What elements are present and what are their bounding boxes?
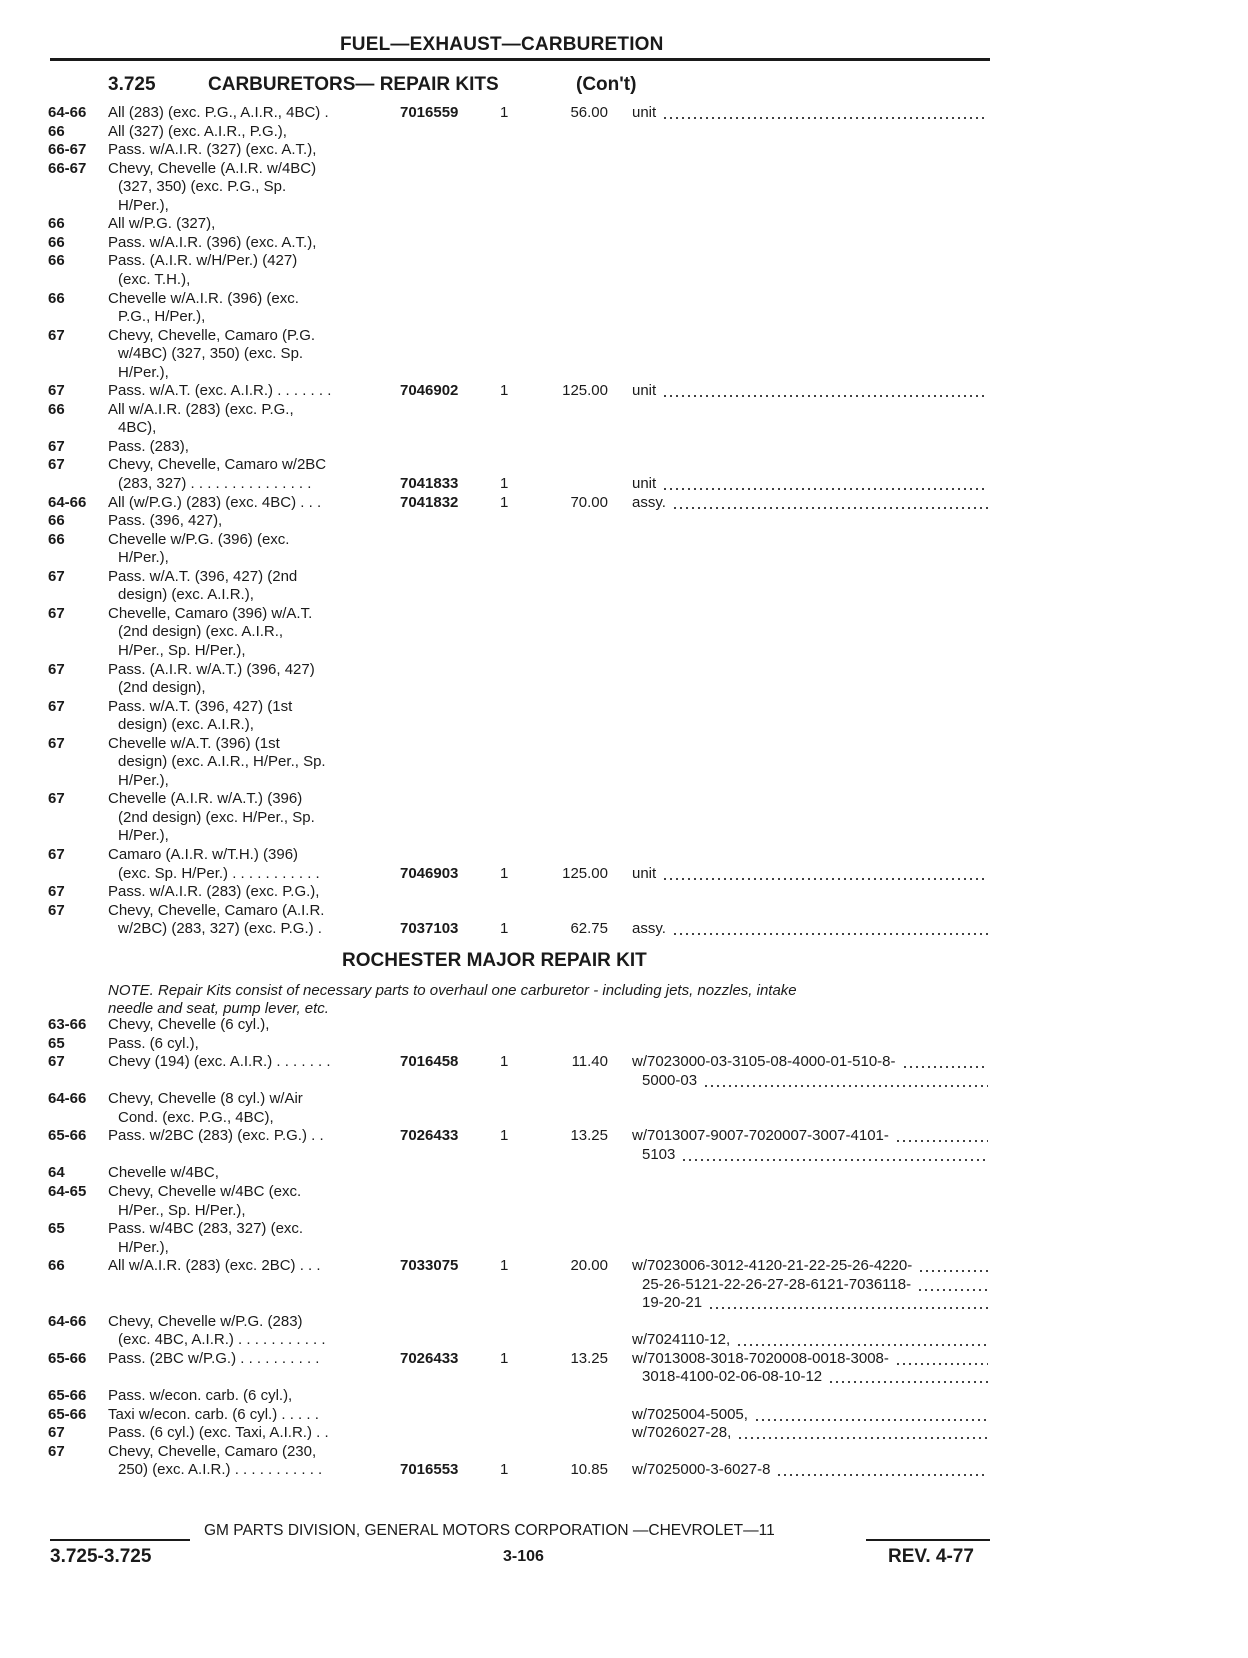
description: H/Per., Sp. H/Per.),: [118, 1201, 246, 1219]
table-row: [0, 1461, 1248, 1480]
dot-leader: [662, 395, 988, 397]
quantity: 1: [500, 1461, 509, 1479]
year-range: 67: [48, 326, 65, 344]
year-range: 66: [48, 252, 65, 270]
description: Pass. w/econ. carb. (6 cyl.),: [108, 1387, 293, 1404]
description: Pass. w/A.I.R. (327) (exc. A.T.),: [108, 141, 317, 159]
table-row: [0, 568, 1248, 587]
description: (2nd design) (exc. H/Per., Sp.: [118, 808, 315, 826]
quantity: 1: [500, 475, 509, 492]
unit-note: 25-26-5121-22-26-27-28-6121-7036118-: [642, 1275, 912, 1293]
table-row: [0, 104, 1248, 123]
unit-note: w/7025000-3-6027-8: [632, 1461, 771, 1479]
part-number: 7026433: [400, 1349, 459, 1367]
description: Pass. (2BC w/P.G.) . . . . . . . . . .: [108, 1349, 320, 1367]
table-row: [0, 234, 1248, 253]
unit-note: 3018-4100-02-06-08-10-12: [642, 1368, 823, 1386]
table-row: [0, 1164, 1248, 1183]
table-row: [0, 1368, 1248, 1387]
part-number: 7016559: [400, 104, 459, 121]
year-range: 67: [48, 1053, 65, 1071]
table-row: [0, 1035, 1248, 1054]
note-line-1: NOTE. Repair Kits consist of necessary parts to overhaul one carburetor - including jets, nozzles, intake: [108, 982, 797, 999]
table-row: [0, 1331, 1248, 1350]
description: Pass. (6 cyl.) (exc. Taxi, A.I.R.) . .: [108, 1424, 329, 1442]
year-range: 65-66: [48, 1387, 87, 1404]
description: w/2BC) (283, 327) (exc. P.G.) .: [118, 920, 322, 938]
table-row: [0, 1146, 1248, 1165]
description: Pass. w/A.I.R. (283) (exc. P.G.),: [108, 883, 320, 901]
unit-note: 5103: [642, 1145, 676, 1163]
table-row: [0, 456, 1248, 475]
unit-note: unit: [632, 864, 657, 882]
table-row: [0, 1387, 1248, 1406]
description: Chevy, Chevelle, Camaro (P.G.: [108, 326, 316, 344]
table-row: [0, 419, 1248, 438]
quantity: 1: [500, 920, 509, 938]
description: P.G., H/Per.),: [118, 308, 206, 326]
table-row: [0, 197, 1248, 216]
table-row: [0, 642, 1248, 661]
price: 125.00: [562, 864, 608, 882]
description: Pass. (283),: [108, 437, 189, 455]
year-range: 65-66: [48, 1349, 87, 1367]
table-row: [0, 1239, 1248, 1258]
table-row: [0, 605, 1248, 624]
year-range: 67: [48, 1442, 65, 1460]
year-range: 65-66: [48, 1127, 87, 1145]
table-row: [0, 475, 1248, 494]
description: Chevelle w/4BC,: [108, 1164, 219, 1182]
dot-leader: [662, 878, 988, 880]
dot-leader: [917, 1289, 988, 1291]
year-range: 67: [48, 382, 65, 400]
quantity: 1: [500, 382, 509, 400]
description: All (283) (exc. P.G., A.I.R., 4BC) .: [108, 104, 329, 121]
description: Cond. (exc. P.G., 4BC),: [118, 1108, 274, 1126]
year-range: 66: [48, 1257, 65, 1275]
table-row: [0, 382, 1248, 401]
table-row: [0, 252, 1248, 271]
table-row: [0, 661, 1248, 680]
table-row: [0, 902, 1248, 921]
description: design) (exc. A.I.R.),: [118, 716, 254, 734]
description: H/Per.),: [118, 771, 169, 789]
description: H/Per.),: [118, 363, 169, 381]
price: 11.40: [571, 1053, 608, 1071]
description: All (w/P.G.) (283) (exc. 4BC) . . .: [108, 493, 322, 511]
part-number: 7016553: [400, 1461, 459, 1479]
description: Chevelle, Camaro (396) w/A.T.: [108, 604, 313, 622]
year-range: 66-67: [48, 159, 87, 177]
table-row: [0, 1109, 1248, 1128]
table-row: [0, 215, 1248, 234]
description: (2nd design),: [118, 679, 206, 697]
table-row: [0, 512, 1248, 531]
table-row: [0, 679, 1248, 698]
table-row: [0, 790, 1248, 809]
description: All w/P.G. (327),: [108, 215, 216, 233]
dot-leader: [895, 1140, 988, 1142]
price: 70.00: [570, 493, 608, 511]
table-row: [0, 160, 1248, 179]
table-row: [0, 1294, 1248, 1313]
description: H/Per., Sp. H/Per.),: [118, 641, 246, 659]
price: 13.25: [570, 1349, 608, 1367]
description: Chevy, Chevelle, Camaro (A.I.R.: [108, 901, 325, 919]
year-range: 64-66: [48, 104, 87, 121]
description: (327, 350) (exc. P.G., Sp.: [118, 178, 287, 196]
description: w/4BC) (327, 350) (exc. Sp.: [118, 345, 304, 363]
part-number: 7033075: [400, 1257, 459, 1275]
description: Chevy, Chevelle w/P.G. (283): [108, 1312, 303, 1330]
year-range: 66: [48, 289, 65, 307]
note-line-2: needle and seat, pump lever, etc.: [108, 1000, 329, 1017]
footer-page-number: 3-106: [503, 1548, 544, 1565]
description: Chevy, Chevelle (6 cyl.),: [108, 1016, 270, 1033]
description: Chevelle w/A.I.R. (396) (exc.: [108, 289, 299, 307]
price: 62.75: [570, 920, 608, 938]
table-row: [0, 401, 1248, 420]
section-number: 3.725: [108, 74, 156, 95]
part-number: 7037103: [400, 920, 459, 938]
description: 250) (exc. A.I.R.) . . . . . . . . . . .: [118, 1461, 323, 1479]
year-range: 67: [48, 734, 65, 752]
year-range: 66-67: [48, 141, 87, 159]
description: Pass. w/A.T. (396, 427) (1st: [108, 697, 293, 715]
table-row: [0, 549, 1248, 568]
description: Chevy, Chevelle (A.I.R. w/4BC): [108, 159, 317, 177]
footer-rule-right: [866, 1539, 990, 1541]
unit-note: 19-20-21: [642, 1294, 703, 1312]
table-row: [0, 364, 1248, 383]
unit-note: w/7024110-12,: [632, 1331, 731, 1349]
description: Chevelle w/A.T. (396) (1st: [108, 734, 280, 752]
table-row: [0, 1257, 1248, 1276]
table-row: [0, 1406, 1248, 1425]
table-row: [0, 623, 1248, 642]
price: 20.00: [570, 1257, 608, 1275]
year-range: 64-66: [48, 493, 87, 511]
dot-leader: [672, 507, 988, 509]
year-range: 64-66: [48, 1312, 87, 1330]
part-number: 7026433: [400, 1127, 459, 1145]
table-row: [0, 883, 1248, 902]
sub-heading: ROCHESTER MAJOR REPAIR KIT: [342, 950, 647, 971]
table-row: [0, 438, 1248, 457]
table-row: [0, 141, 1248, 160]
year-range: 67: [48, 883, 65, 901]
table-row: [0, 1276, 1248, 1295]
table-row: [0, 1183, 1248, 1202]
description: Chevy (194) (exc. A.I.R.) . . . . . . .: [108, 1053, 331, 1071]
page-header-title: FUEL—EXHAUST—CARBURETION: [340, 34, 664, 55]
description: All (327) (exc. A.I.R., P.G.),: [108, 122, 287, 140]
table-row: [0, 1053, 1248, 1072]
dot-leader: [672, 933, 988, 935]
table-row: [0, 1313, 1248, 1332]
description: Chevelle (A.I.R. w/A.T.) (396): [108, 790, 303, 808]
unit-note: w/7013007-9007-7020007-3007-4101-: [632, 1127, 889, 1145]
description: (2nd design) (exc. A.I.R.,: [118, 623, 284, 641]
description: Chevy, Chevelle (8 cyl.) w/Air: [108, 1090, 303, 1108]
year-range: 66: [48, 215, 65, 233]
quantity: 1: [500, 493, 509, 511]
year-range: 67: [48, 456, 65, 474]
year-range: 63-66: [48, 1016, 87, 1033]
unit-note: unit: [632, 475, 657, 492]
part-number: 7041833: [400, 475, 459, 492]
table-row: [0, 735, 1248, 754]
dot-leader: [703, 1085, 988, 1087]
table-row: [0, 271, 1248, 290]
dot-leader: [662, 117, 988, 119]
year-range: 67: [48, 846, 65, 863]
year-range: 64-65: [48, 1182, 87, 1200]
unit-note: w/7023000-03-3105-08-4000-01-510-8-: [632, 1053, 896, 1071]
unit-note: assy.: [632, 920, 666, 938]
table-row: [0, 1072, 1248, 1091]
table-row: [0, 1090, 1248, 1109]
year-range: 65: [48, 1034, 65, 1052]
table-row: [0, 1127, 1248, 1146]
dot-leader: [902, 1066, 988, 1068]
table-row: [0, 345, 1248, 364]
year-range: 66: [48, 530, 65, 548]
section-continued: (Con't): [576, 74, 637, 95]
year-range: 65: [48, 1220, 65, 1238]
year-range: 67: [48, 604, 65, 622]
table-row: [0, 846, 1248, 865]
table-row: [0, 586, 1248, 605]
unit-note: w/7026027-28,: [632, 1424, 732, 1442]
description: All w/A.I.R. (283) (exc. P.G.,: [108, 400, 294, 418]
table-row: [0, 531, 1248, 550]
table-row: [0, 1424, 1248, 1443]
unit-note: w/7025004-5005,: [632, 1405, 748, 1423]
section-title: CARBURETORS— REPAIR KITS: [208, 74, 499, 95]
footer-rule-left: [50, 1539, 190, 1541]
table-row: [0, 123, 1248, 142]
year-range: 66: [48, 512, 65, 530]
table-row: [0, 178, 1248, 197]
description: design) (exc. A.I.R.),: [118, 586, 254, 604]
year-range: 67: [48, 901, 65, 919]
description: All w/A.I.R. (283) (exc. 2BC) . . .: [108, 1257, 321, 1275]
table-row: [0, 865, 1248, 884]
table-row: [0, 1202, 1248, 1221]
part-number: 7041832: [400, 493, 459, 511]
dot-leader: [754, 1419, 988, 1421]
description: Chevy, Chevelle, Camaro w/2BC: [108, 456, 327, 474]
description: (283, 327) . . . . . . . . . . . . . . .: [118, 475, 312, 492]
year-range: 67: [48, 660, 65, 678]
table-row: [0, 716, 1248, 735]
table-row: [0, 698, 1248, 717]
description: Pass. w/A.T. (exc. A.I.R.) . . . . . . .: [108, 382, 332, 400]
dot-leader: [918, 1270, 988, 1272]
unit-note: assy.: [632, 493, 666, 511]
dot-leader: [681, 1159, 988, 1161]
description: (exc. T.H.),: [118, 270, 191, 288]
table-row: [0, 308, 1248, 327]
description: Camaro (A.I.R. w/T.H.) (396): [108, 846, 299, 863]
description: Pass. (396, 427),: [108, 512, 223, 530]
part-number: 7046902: [400, 382, 459, 400]
part-number: 7046903: [400, 864, 459, 882]
unit-note: 5000-03: [642, 1071, 698, 1089]
description: H/Per.),: [118, 1238, 169, 1256]
table-row: [0, 809, 1248, 828]
quantity: 1: [500, 1127, 509, 1145]
price: 125.00: [562, 382, 608, 400]
part-number: 7016458: [400, 1053, 459, 1071]
year-range: 67: [48, 790, 65, 808]
footer-section-range: 3.725-3.725: [50, 1546, 152, 1567]
description: (exc. Sp. H/Per.) . . . . . . . . . . .: [118, 864, 320, 882]
dot-leader: [895, 1363, 988, 1365]
quantity: 1: [500, 1257, 509, 1275]
description: Pass. w/A.I.R. (396) (exc. A.T.),: [108, 233, 317, 251]
unit-note: unit: [632, 104, 657, 121]
price: 56.00: [570, 104, 608, 121]
description: Chevelle w/P.G. (396) (exc.: [108, 530, 290, 548]
unit-note: unit: [632, 382, 657, 400]
table-row: [0, 753, 1248, 772]
description: Pass. (A.I.R. w/H/Per.) (427): [108, 252, 298, 270]
year-range: 66: [48, 233, 65, 251]
table-row: [0, 1350, 1248, 1369]
price: 10.85: [570, 1461, 608, 1479]
year-range: 67: [48, 697, 65, 715]
year-range: 67: [48, 1424, 65, 1442]
year-range: 64: [48, 1164, 65, 1182]
description: Pass. w/A.T. (396, 427) (2nd: [108, 567, 298, 585]
description: H/Per.),: [118, 827, 169, 845]
table-row: [0, 290, 1248, 309]
quantity: 1: [500, 1053, 509, 1071]
dot-leader: [708, 1307, 988, 1309]
year-range: 67: [48, 567, 65, 585]
dot-leader: [776, 1474, 988, 1476]
dot-leader: [736, 1344, 988, 1346]
description: Pass. (6 cyl.),: [108, 1034, 199, 1052]
footer-revision: REV. 4-77: [888, 1546, 974, 1567]
description: design) (exc. A.I.R., H/Per., Sp.: [118, 753, 326, 771]
table-row: [0, 1220, 1248, 1239]
table-row: [0, 494, 1248, 513]
description: Taxi w/econ. carb. (6 cyl.) . . . . .: [108, 1405, 319, 1423]
dot-leader: [662, 488, 988, 490]
description: Chevy, Chevelle, Camaro (230,: [108, 1442, 317, 1460]
year-range: 65-66: [48, 1405, 87, 1423]
quantity: 1: [500, 1349, 509, 1367]
table-row: [0, 1443, 1248, 1462]
table-row: [0, 772, 1248, 791]
table-row: [0, 1016, 1248, 1035]
unit-note: w/7023006-3012-4120-21-22-25-26-4220-: [632, 1257, 913, 1275]
description: Pass. w/2BC (283) (exc. P.G.) . .: [108, 1127, 324, 1145]
table-row: [0, 827, 1248, 846]
year-range: 64-66: [48, 1090, 87, 1108]
year-range: 66: [48, 122, 65, 140]
description: (exc. 4BC, A.I.R.) . . . . . . . . . . .: [118, 1331, 326, 1349]
header-rule: [50, 58, 990, 61]
quantity: 1: [500, 104, 509, 121]
dot-leader: [737, 1437, 988, 1439]
description: H/Per.),: [118, 549, 169, 567]
description: Pass. w/4BC (283, 327) (exc.: [108, 1220, 304, 1238]
table-row: [0, 920, 1248, 939]
table-row: [0, 327, 1248, 346]
unit-note: w/7013008-3018-7020008-0018-3008-: [632, 1349, 889, 1367]
description: Pass. (A.I.R. w/A.T.) (396, 427): [108, 660, 315, 678]
price: 13.25: [570, 1127, 608, 1145]
description: 4BC),: [118, 419, 157, 437]
quantity: 1: [500, 864, 509, 882]
description: Chevy, Chevelle w/4BC (exc.: [108, 1182, 302, 1200]
year-range: 66: [48, 400, 65, 418]
year-range: 67: [48, 437, 65, 455]
footer-publisher: GM PARTS DIVISION, GENERAL MOTORS CORPORATION —CHEVROLET—11: [204, 1522, 775, 1539]
description: H/Per.),: [118, 196, 169, 214]
dot-leader: [828, 1381, 988, 1383]
